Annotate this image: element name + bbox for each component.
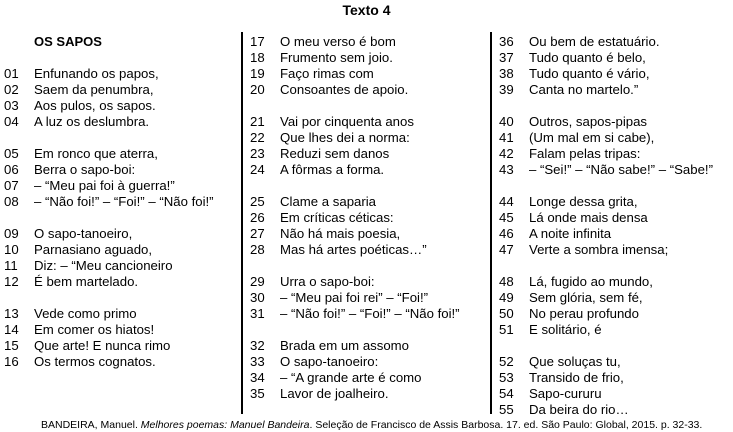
line-number: 49 bbox=[499, 290, 514, 305]
line-number: 05 bbox=[4, 146, 19, 161]
citation-details: . Seleção de Francisco de Assis Barbosa. 17. ed. São Paulo: Global, 2015. p. 32-33. bbox=[309, 419, 703, 431]
poem-line bbox=[4, 258, 236, 274]
line-number: 42 bbox=[499, 146, 514, 161]
poem-line bbox=[499, 386, 733, 402]
poem-line bbox=[4, 114, 236, 130]
line-number: 07 bbox=[4, 178, 19, 193]
citation bbox=[41, 419, 702, 432]
line-number: 46 bbox=[499, 226, 514, 241]
poem-line bbox=[4, 354, 236, 370]
line-text: – “Não foi!” – “Foi!” – “Não foi!” bbox=[34, 194, 214, 209]
line-number: 02 bbox=[4, 82, 19, 97]
line-text: Em ronco que aterra, bbox=[34, 146, 158, 161]
stanza-break bbox=[499, 258, 733, 274]
line-text: No perau profundo bbox=[529, 306, 639, 321]
line-text: Parnasiano aguado, bbox=[34, 242, 153, 257]
stanza-break bbox=[250, 98, 480, 114]
poem-line bbox=[499, 370, 733, 386]
line-number: 33 bbox=[250, 354, 265, 369]
poem-line bbox=[250, 162, 480, 178]
line-number: 04 bbox=[4, 114, 19, 129]
citation-book: Melhores poemas: Manuel Bandeira bbox=[140, 419, 310, 431]
poem-line bbox=[499, 242, 733, 258]
poem-line bbox=[4, 146, 236, 162]
poem-line bbox=[499, 162, 733, 178]
line-text: Vai por cinquenta anos bbox=[280, 114, 414, 129]
line-number: 29 bbox=[250, 274, 265, 289]
line-number: 06 bbox=[4, 162, 19, 177]
poem-line bbox=[4, 162, 236, 178]
page-title: Texto 4 bbox=[342, 2, 391, 18]
line-number: 51 bbox=[499, 322, 514, 337]
poem-line bbox=[250, 130, 480, 146]
line-text: Lá, fugido ao mundo, bbox=[529, 274, 653, 289]
poem-line bbox=[250, 370, 480, 386]
line-text: Tudo quanto é vário, bbox=[529, 66, 650, 81]
line-text: E solitário, é bbox=[529, 322, 602, 337]
line-number: 20 bbox=[250, 82, 265, 97]
poem-line bbox=[4, 242, 236, 258]
line-text: Que soluças tu, bbox=[529, 354, 621, 369]
stanza-break bbox=[250, 258, 480, 274]
line-number: 28 bbox=[250, 242, 265, 257]
line-number: 19 bbox=[250, 66, 265, 81]
line-text: Faço rimas com bbox=[280, 66, 374, 81]
line-text: Outros, sapos-pipas bbox=[529, 114, 648, 129]
line-number: 08 bbox=[4, 194, 19, 209]
line-number: 18 bbox=[250, 50, 265, 65]
line-text: Ou bem de estatuário. bbox=[529, 34, 660, 49]
poem-line bbox=[499, 66, 733, 82]
line-text: Lavor de joalheiro. bbox=[280, 386, 389, 401]
line-text: Diz: – “Meu cancioneiro bbox=[34, 258, 173, 273]
line-text: Não há mais poesia, bbox=[280, 226, 401, 241]
line-text: Aos pulos, os sapos. bbox=[34, 98, 156, 113]
line-number: 21 bbox=[250, 114, 265, 129]
stanza-break bbox=[499, 98, 733, 114]
line-text: Em comer os hiatos! bbox=[34, 322, 155, 337]
line-number: 03 bbox=[4, 98, 19, 113]
line-number: 25 bbox=[250, 194, 265, 209]
line-text: Sapo-cururu bbox=[529, 386, 602, 401]
line-number: 17 bbox=[250, 34, 265, 49]
poem-line bbox=[250, 290, 480, 306]
line-number: 37 bbox=[499, 50, 514, 65]
line-number: 32 bbox=[250, 338, 265, 353]
line-text: Da beira do rio… bbox=[529, 402, 629, 417]
poem-line bbox=[250, 82, 480, 98]
line-text: É bem martelado. bbox=[34, 274, 139, 289]
line-text: Canta no martelo.” bbox=[529, 82, 639, 97]
line-number: 14 bbox=[4, 322, 19, 337]
line-text: – “Meu pai foi à guerra!” bbox=[34, 178, 175, 193]
line-number: 16 bbox=[4, 354, 19, 369]
stanza-break bbox=[499, 178, 733, 194]
line-number: 48 bbox=[499, 274, 514, 289]
line-text: A luz os deslumbra. bbox=[34, 114, 150, 129]
line-number: 09 bbox=[4, 226, 19, 241]
line-text: Que arte! E nunca rimo bbox=[34, 338, 171, 353]
line-text: Reduzi sem danos bbox=[280, 146, 390, 161]
poem-line bbox=[4, 306, 236, 322]
poem-line bbox=[499, 82, 733, 98]
poem-line bbox=[499, 290, 733, 306]
line-number: 50 bbox=[499, 306, 514, 321]
poem-line bbox=[250, 386, 480, 402]
poem-line bbox=[499, 130, 733, 146]
poem-line bbox=[250, 338, 480, 354]
poem-line bbox=[250, 114, 480, 130]
poem-line bbox=[499, 306, 733, 322]
poem-line bbox=[250, 210, 480, 226]
line-text: Lá onde mais densa bbox=[529, 210, 648, 225]
line-text: Brada em um assomo bbox=[280, 338, 409, 353]
poem-line bbox=[499, 146, 733, 162]
line-number: 35 bbox=[250, 386, 265, 401]
column-divider bbox=[490, 32, 492, 414]
line-text: Falam pelas tripas: bbox=[529, 146, 641, 161]
stanza-break bbox=[499, 338, 733, 354]
line-number: 15 bbox=[4, 338, 19, 353]
line-number: 27 bbox=[250, 226, 265, 241]
line-text: – “A grande arte é como bbox=[280, 370, 422, 385]
line-number: 39 bbox=[499, 82, 514, 97]
poem-line bbox=[250, 226, 480, 242]
column-divider bbox=[241, 32, 243, 414]
line-number: 45 bbox=[499, 210, 514, 225]
line-text: O sapo-tanoeiro, bbox=[34, 226, 133, 241]
poem-line bbox=[250, 50, 480, 66]
line-number: 01 bbox=[4, 66, 19, 81]
stanza-break bbox=[4, 210, 236, 226]
stanza-break bbox=[4, 290, 236, 306]
line-number: 40 bbox=[499, 114, 514, 129]
line-number: 11 bbox=[4, 258, 18, 273]
line-text: Enfunando os papos, bbox=[34, 66, 159, 81]
line-number: 23 bbox=[250, 146, 265, 161]
poem-line bbox=[250, 354, 480, 370]
line-text: Frumento sem joio. bbox=[280, 50, 393, 65]
line-number: 30 bbox=[250, 290, 265, 305]
line-text: – “Meu pai foi rei” – “Foi!” bbox=[280, 290, 429, 305]
line-text: Urra o sapo-boi: bbox=[280, 274, 375, 289]
line-text: Transido de frio, bbox=[529, 370, 624, 385]
line-text: – “Não foi!” – “Foi!” – “Não foi!” bbox=[280, 306, 460, 321]
poem-line bbox=[4, 178, 236, 194]
line-text: A noite infinita bbox=[529, 226, 612, 241]
poem-line bbox=[250, 306, 480, 322]
line-text: Consoantes de apoio. bbox=[280, 82, 409, 97]
line-number: 38 bbox=[499, 66, 514, 81]
line-text: Mas há artes poéticas…” bbox=[280, 242, 427, 257]
poem-column-3 bbox=[499, 34, 733, 418]
poem-column-1 bbox=[4, 34, 236, 370]
line-number: 22 bbox=[250, 130, 265, 145]
poem-line bbox=[250, 194, 480, 210]
poem-line bbox=[250, 274, 480, 290]
line-text: O sapo-tanoeiro: bbox=[280, 354, 379, 369]
poem-line bbox=[499, 226, 733, 242]
line-number: 43 bbox=[499, 162, 514, 177]
line-number: 54 bbox=[499, 386, 514, 401]
line-number: 41 bbox=[499, 130, 514, 145]
line-number: 26 bbox=[250, 210, 265, 225]
poem-line bbox=[4, 194, 236, 210]
stanza-break bbox=[250, 178, 480, 194]
line-number: 13 bbox=[4, 306, 19, 321]
line-text: Em críticas céticas: bbox=[280, 210, 394, 225]
line-number: 55 bbox=[499, 402, 514, 417]
line-text: Tudo quanto é belo, bbox=[529, 50, 646, 65]
line-number: 31 bbox=[250, 306, 265, 321]
line-text: Sem glória, sem fé, bbox=[529, 290, 643, 305]
line-number: 52 bbox=[499, 354, 514, 369]
poem-line bbox=[4, 322, 236, 338]
poem-line bbox=[4, 98, 236, 114]
poem-title: OS SAPOS bbox=[34, 34, 102, 49]
line-text: Vede como primo bbox=[34, 306, 137, 321]
line-number: 34 bbox=[250, 370, 265, 385]
citation-author: BANDEIRA, Manuel. bbox=[41, 419, 138, 431]
poem-line bbox=[4, 66, 236, 82]
line-text: Saem da penumbra, bbox=[34, 82, 154, 97]
line-text: Verte a sombra imensa; bbox=[529, 242, 669, 257]
poem-line bbox=[499, 114, 733, 130]
stanza-break bbox=[250, 322, 480, 338]
line-text: Os termos cognatos. bbox=[34, 354, 156, 369]
poem-line bbox=[4, 338, 236, 354]
line-number: 10 bbox=[4, 242, 19, 257]
poem-line bbox=[499, 194, 733, 210]
line-text: Longe dessa grita, bbox=[529, 194, 638, 209]
line-text: Clame a saparia bbox=[280, 194, 377, 209]
poem-line bbox=[250, 146, 480, 162]
line-number: 44 bbox=[499, 194, 514, 209]
poem-line bbox=[4, 82, 236, 98]
line-text: Berra o sapo-boi: bbox=[34, 162, 136, 177]
poem-column-2 bbox=[250, 34, 480, 402]
line-number: 12 bbox=[4, 274, 19, 289]
poem-line bbox=[4, 226, 236, 242]
poem-line bbox=[4, 274, 236, 290]
poem-line bbox=[250, 34, 480, 50]
line-text: (Um mal em si cabe), bbox=[529, 130, 655, 145]
stanza-break bbox=[4, 130, 236, 146]
line-text: O meu verso é bom bbox=[280, 34, 396, 49]
poem-line bbox=[499, 210, 733, 226]
poem-line bbox=[499, 402, 733, 418]
poem-line bbox=[499, 322, 733, 338]
line-text: – “Sei!” – “Não sabe!” – “Sabe!” bbox=[529, 162, 713, 177]
line-number: 24 bbox=[250, 162, 265, 177]
line-number: 47 bbox=[499, 242, 514, 257]
poem-line bbox=[250, 66, 480, 82]
poem-line bbox=[499, 34, 733, 50]
line-text: Que lhes dei a norma: bbox=[280, 130, 410, 145]
poem-line bbox=[499, 50, 733, 66]
line-text: A fôrmas a forma. bbox=[280, 162, 385, 177]
poem-line bbox=[499, 354, 733, 370]
line-number: 53 bbox=[499, 370, 514, 385]
poem-line bbox=[499, 274, 733, 290]
poem-line bbox=[250, 242, 480, 258]
line-number: 36 bbox=[499, 34, 514, 49]
